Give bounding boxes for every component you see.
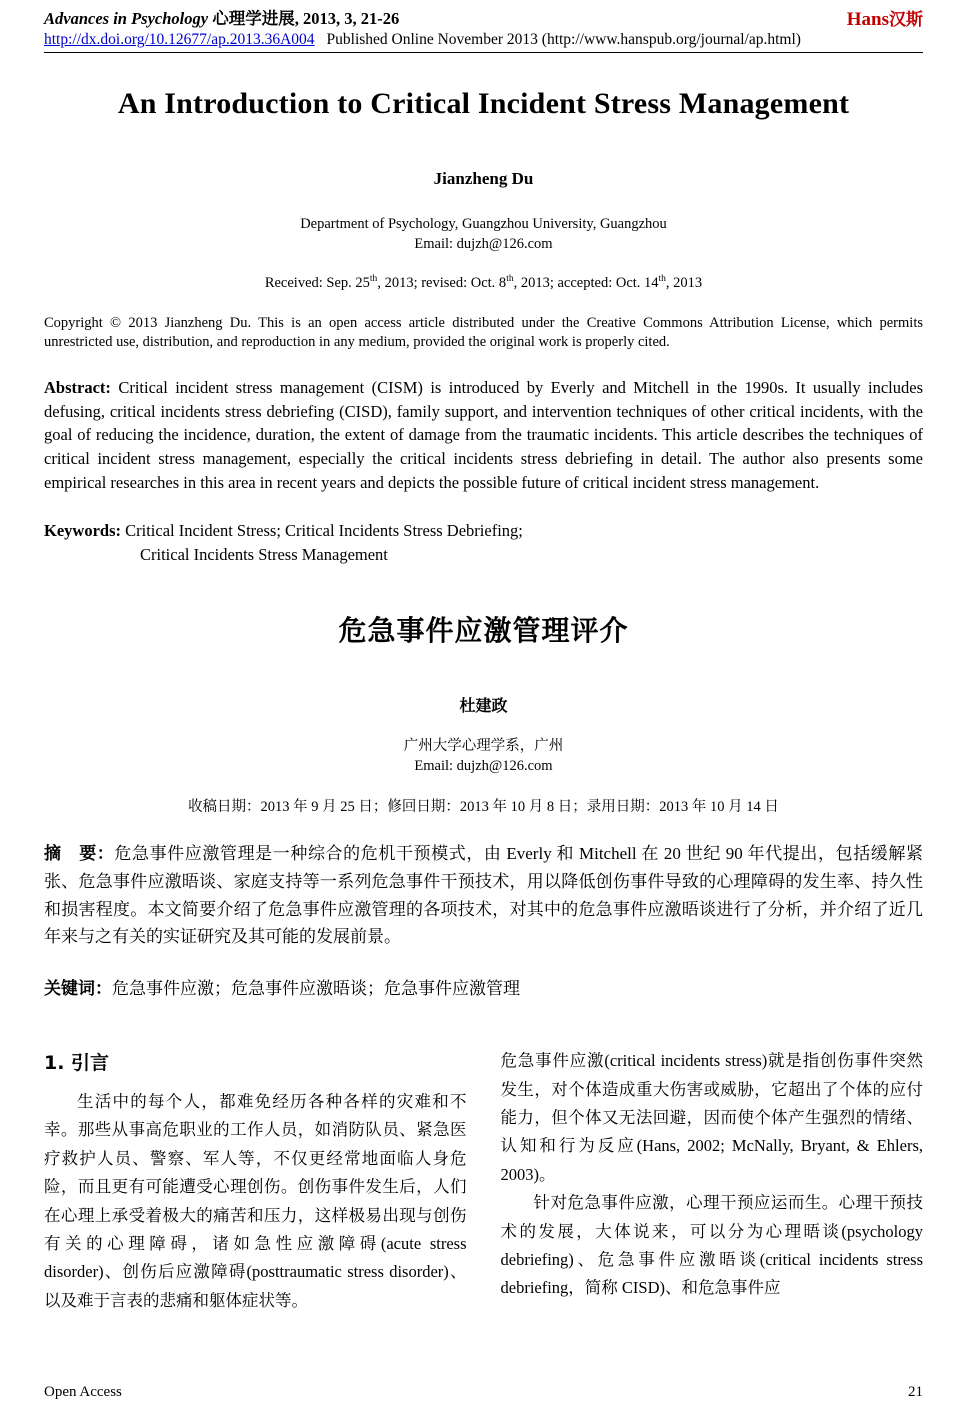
revised-sup: th xyxy=(506,274,514,285)
keywords-line1: Critical Incident Stress; Critical Incidents Stress Debriefing; xyxy=(121,521,523,541)
dates-en xyxy=(44,274,923,292)
copyright-notice: Copyright © 2013 Jianzheng Du. This is an open access article distributed under the Creative Commons Attribution License, which permits unrestricted use, distribution, and reproduction in any medium, provided the original work is properly cited. xyxy=(44,314,923,350)
paragraph: 生活中的每个人，都难免经历各种各样的灾难和不幸。那些从事高危职业的工作人员，如消防队员、紧急医疗救护人员、警察、军人等，不仅更经常地面临人身危险，而且更有可能遭受心理创伤。创伤事件发生后，人们在心理上承受着极大的痛苦和压力，这样极易出现与创伤有关的心理障碍，诸如急性应激障碍(acute stress disorder)、创伤后应激障碍(posttraumatic stress disorder)、以及难于言表的悲痛和躯体症状等。 xyxy=(44,1092,467,1310)
body-column-left xyxy=(44,1047,467,1315)
abstract-text-cn: 危急事件应激管理是一种综合的危机干预模式，由 Everly 和 Mitchell 在 20 世纪 90 年代提出，包括缓解紧张、危急事件应激晤谈、家庭支持等一系列危急事件干预技术，用以降低创伤事件导致的心理障碍的发生率、持久性和损害程度。本文简要介绍了危急事件应激管理的各项技术，对其中的危急事件应激晤谈进行了分析，并介绍了近几年来与之有关的实证研究及其可能的发展前景。 xyxy=(44,843,923,947)
page-footer xyxy=(44,1384,923,1401)
affiliation-block-en xyxy=(44,215,923,254)
paragraph: 危急事件应激(critical incidents stress)就是指创伤事件突然发生，对个体造成重大伤害或威胁，它超出了个体的应付能力，但个体又无法回避，因而使个体产生强烈的情绪、认知和行为反应(Hans, 2002; McNally, Bryant, & Ehlers, 2003)。 xyxy=(500,1051,923,1184)
page-title: An Introduction to Critical Incident Stress Management xyxy=(117,87,850,120)
revised-label: , 2013; revised: Oct. 8 xyxy=(377,274,507,291)
affiliation-cn: 广州大学心理学系，广州 xyxy=(403,738,564,755)
journal-name-cn: 心理学进展, 2013, 3, 21-26 xyxy=(212,9,400,28)
abstract-block xyxy=(44,376,923,496)
keywords-block xyxy=(44,519,923,567)
affiliation-en: Department of Psychology, Guangzhou University, Guangzhou xyxy=(300,216,667,232)
email-en: Email: dujzh@126.com xyxy=(414,235,553,252)
keywords-label: Keywords: xyxy=(44,521,121,541)
abstract-label: Abstract: xyxy=(44,377,111,397)
accepted-rest: , 2013 xyxy=(665,274,703,291)
page-number: 21 xyxy=(908,1384,923,1400)
doi-row xyxy=(44,31,923,49)
accepted-label: , 2013; accepted: Oct. 14 xyxy=(513,274,659,291)
journal-citation xyxy=(44,10,399,29)
journal-name-en: Advances in Psychology xyxy=(44,9,209,28)
affiliation-block-cn xyxy=(44,736,923,777)
keywords-text-cn: 危急事件应激；危急事件应激晤谈；危急事件应激管理 xyxy=(112,978,520,998)
body-columns xyxy=(44,1047,923,1315)
abstract-label-cn: 摘 要： xyxy=(44,843,115,864)
paragraph: 针对危急事件应激，心理干预应运而生。心理干预技术的发展，大体说来，可以分为心理晤谈(psychology debriefing)、危急事件应激晤谈(critical incidents stress debriefing，简称 CISD)、和危急事件应 xyxy=(500,1193,923,1298)
keywords-block-cn xyxy=(44,975,923,1004)
logo-cn: 汉斯 xyxy=(889,10,923,29)
page-title-cn: 危急事件应激管理评介 xyxy=(338,614,629,648)
open-access-label: Open Access xyxy=(44,1384,122,1400)
author-name-en: Jianzheng Du xyxy=(433,169,534,188)
abstract-block-cn xyxy=(44,840,923,951)
keywords-line2: Critical Incidents Stress Management xyxy=(140,545,388,565)
logo-latin: Hans xyxy=(846,9,889,30)
doi-link[interactable]: http://dx.doi.org/10.12677/ap.2013.36A004 xyxy=(44,31,315,48)
header-divider xyxy=(44,52,923,53)
body-column-right xyxy=(501,1047,924,1315)
author-name-cn: 杜建政 xyxy=(459,696,508,716)
received-label: Received: Sep. 25 xyxy=(264,274,370,291)
keywords-label-cn: 关键词： xyxy=(44,978,112,999)
dates-cn: 收稿日期：2013 年 9 月 25 日；修回日期：2013 年 10 月 8 日；录用日期：2013 年 10 月 14 日 xyxy=(188,798,779,815)
received-sup: th xyxy=(369,274,378,285)
section-heading-1: 1. 引言 xyxy=(44,1052,110,1075)
accepted-sup: th xyxy=(658,274,666,285)
email-cn: Email: dujzh@126.com xyxy=(414,758,553,775)
published-online-text: Published Online November 2013 (http://www.hanspub.org/journal/ap.html) xyxy=(326,31,801,48)
abstract-text: Critical incident stress management (CISM) is introduced by Everly and Mitchell in the 1990s. It usually includes defusing, critical incidents stress debriefing (CISD), family support, and intervention techniques of other critical incidents, with the goal of reducing the incidence, duration, the extent of damage from the traumatic incidents. This article describes the techniques of critical incident stress management, especially the critical incidents stress debriefing in detail. The author also presents some empirical researches in this area in recent years and depicts the possible future of critical incident stress management. xyxy=(44,377,923,493)
page-header xyxy=(44,10,923,29)
hans-logo xyxy=(847,10,923,29)
